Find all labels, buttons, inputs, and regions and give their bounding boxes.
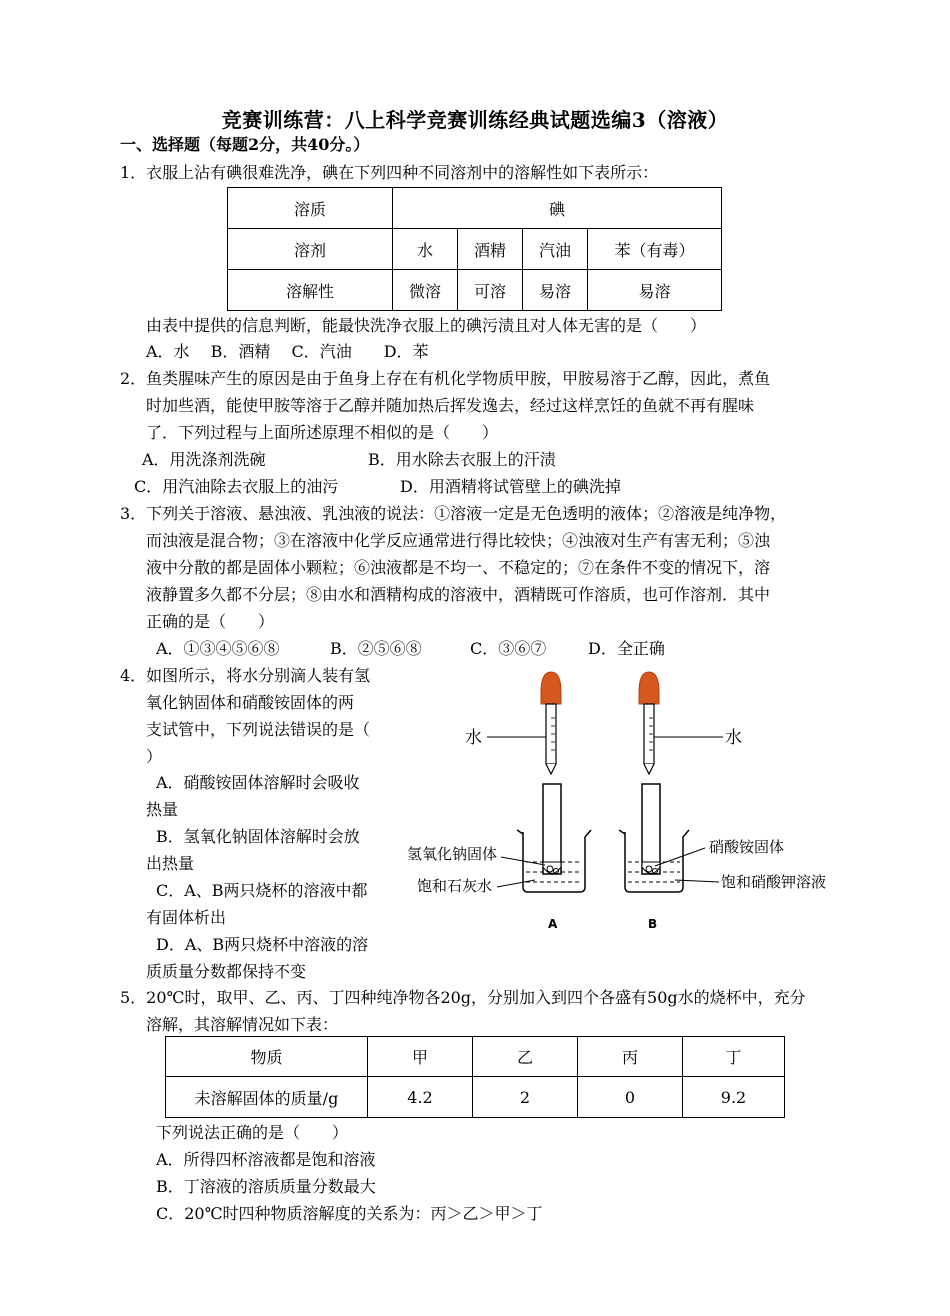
section-heading: 一、选择题（每题2分，共40分。） <box>120 135 370 154</box>
q4-stem-line: 支试管中，下列说法错误的是（ <box>146 720 371 739</box>
q5-option-c: C．20℃时四种物质溶解度的关系为：丙＞乙＞甲＞丁 <box>156 1204 543 1223</box>
q2-stem-line: 2．鱼类腥味产生的原因是由于鱼身上存在有机化学物质甲胺，甲胺易溶于乙醇，因此，煮鱼 <box>120 369 771 388</box>
q4-option-a: A．硝酸铵固体溶解时会吸收 <box>156 773 360 792</box>
q2-option-b: B．用水除去衣服上的汗渍 <box>368 450 556 469</box>
q1-cell: 易溶 <box>523 270 588 311</box>
q2-stem-line: 了．下列过程与上面所述原理不相似的是（ ） <box>146 423 499 442</box>
q3-stem-line: 液静置多久都不分层；⑧由水和酒精构成的溶液中，酒精既可作溶质，也可作溶剂．其中 <box>146 585 771 604</box>
q5-cell: 丙 <box>578 1037 683 1077</box>
q4-figure <box>405 662 845 942</box>
page-title: 竞赛训练营：八上科学竞赛训练经典试题选编3（溶液） <box>221 108 729 132</box>
beaker-a <box>517 784 591 892</box>
q4-option-d-cont: 质质量分数都保持不变 <box>146 962 307 981</box>
q3-option-c: C．③⑥⑦ <box>470 639 547 658</box>
caption-a: A <box>548 917 558 931</box>
q3-stem-line: 3．下列关于溶液、悬浊液、乳浊液的说法：①溶液一定是无色透明的液体；②溶液是纯净物， <box>120 504 787 523</box>
q5-cell: 4.2 <box>368 1077 473 1118</box>
label-water-right: 水 <box>725 728 742 748</box>
q1-cell: 微溶 <box>393 270 458 311</box>
q5-table <box>165 1036 785 1118</box>
label-nh4no3: 硝酸铵固体 <box>709 838 785 856</box>
q5-option-b: B．丁溶液的溶质质量分数最大 <box>156 1177 376 1196</box>
q1-cell: 水 <box>393 229 458 270</box>
q5-cell: 未溶解固体的质量/g <box>166 1077 368 1118</box>
q4-option-b-cont: 出热量 <box>146 854 195 873</box>
q1-stem: 1．衣服上沾有碘很难洗净，碘在下列四种不同溶剂中的溶解性如下表所示： <box>120 163 659 182</box>
q4-option-a-cont: 热量 <box>146 800 179 819</box>
q1-cell: 汽油 <box>523 229 588 270</box>
label-kno3: 饱和硝酸钾溶液 <box>721 873 827 891</box>
q4-stem-line: 氧化钠固体和硝酸铵固体的两 <box>146 693 355 712</box>
leader-line <box>497 880 535 887</box>
label-naoh: 氢氧化钠固体 <box>407 845 498 863</box>
q5-cell: 9.2 <box>683 1077 785 1118</box>
q3-stem-line: 液中分散的都是固体小颗粒；⑥浊液都是不均一、不稳定的；⑦在条件不变的情况下，溶 <box>146 558 771 577</box>
q1-cell: 溶质 <box>228 188 393 229</box>
q5-stem-line: 5．20℃时，取甲、乙、丙、丁四种纯净物各20g，分别加入到四个各盛有50g水的烧杯中，充分 <box>120 988 806 1007</box>
q5-question: 下列说法正确的是（ ） <box>156 1123 349 1142</box>
q4-stem-line: ） <box>146 747 163 766</box>
dropper-right <box>639 672 659 774</box>
leader-line <box>675 880 719 882</box>
q1-cell: 易溶 <box>588 270 722 311</box>
q4-option-d: D．A、B两只烧杯中溶液的溶 <box>156 935 369 954</box>
q1-cell: 溶解性 <box>228 270 393 311</box>
q5-option-a: A．所得四杯溶液都是饱和溶液 <box>156 1150 376 1169</box>
q1-cell: 碘 <box>393 188 722 229</box>
q4-stem-line: 4．如图所示，将水分别滴人装有氢 <box>120 666 371 685</box>
q3-option-d: D．全正确 <box>588 639 665 658</box>
q3-option-b: B．②⑤⑥⑧ <box>330 639 422 658</box>
beaker-b <box>619 784 689 892</box>
label-water-left: 水 <box>465 728 482 748</box>
q1-cell: 酒精 <box>458 229 523 270</box>
dropper-left <box>541 672 561 774</box>
q3-stem-line: 正确的是（ ） <box>146 612 275 631</box>
q1-cell: 苯（有毒） <box>588 229 722 270</box>
q4-option-c-cont: 有固体析出 <box>146 908 227 927</box>
q1-cell: 可溶 <box>458 270 523 311</box>
q5-cell: 物质 <box>166 1037 368 1077</box>
caption-b: B <box>648 917 658 931</box>
q1-options: A．水 B．酒精 C．汽油 D．苯 <box>146 342 429 361</box>
leader-line <box>655 848 705 866</box>
q4-option-b: B．氢氧化钠固体溶解时会放 <box>156 827 360 846</box>
q4-option-c: C．A、B两只烧杯的溶液中都 <box>156 881 368 900</box>
q5-cell: 乙 <box>473 1037 578 1077</box>
q2-stem-line: 时加些酒，能使甲胺等溶于乙醇并随加热后挥发逸去，经过这样烹饪的鱼就不再有腥味 <box>146 396 755 415</box>
q2-option-c: C．用汽油除去衣服上的油污 <box>134 477 339 496</box>
q5-cell: 2 <box>473 1077 578 1118</box>
q2-option-a: A．用洗涤剂洗碗 <box>142 450 266 469</box>
label-limewater: 饱和石灰水 <box>417 877 493 895</box>
q5-cell: 丁 <box>683 1037 785 1077</box>
q3-option-a: A．①③④⑤⑥⑧ <box>156 639 280 658</box>
q3-stem-line: 而浊液是混合物；③在溶液中化学反应通常进行得比较快；④浊液对生产有害无利；⑤浊 <box>146 531 771 550</box>
q5-cell: 甲 <box>368 1037 473 1077</box>
q5-cell: 0 <box>578 1077 683 1118</box>
q5-stem-line: 溶解，其溶解情况如下表： <box>146 1015 339 1034</box>
q2-option-d: D．用酒精将试管壁上的碘洗掉 <box>400 477 621 496</box>
q1-table <box>227 187 722 311</box>
q1-cell: 溶剂 <box>228 229 393 270</box>
q1-question: 由表中提供的信息判断，能最快洗净衣服上的碘污渍且对人体无害的是（ ） <box>146 316 707 335</box>
